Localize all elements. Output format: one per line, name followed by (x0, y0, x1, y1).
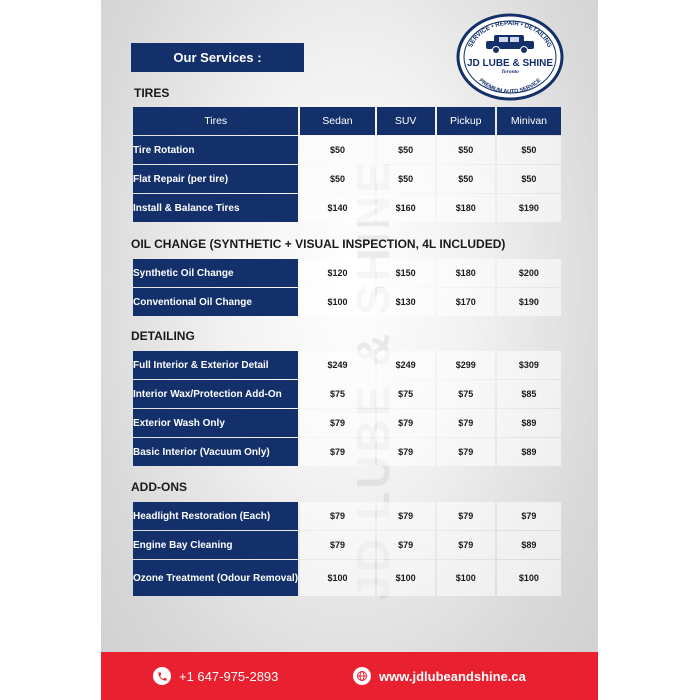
price-sedan: $79 (300, 438, 374, 466)
phone-number: +1 647-975-2893 (179, 668, 279, 684)
oil-change-table (131, 258, 563, 317)
price-sedan: $100 (300, 288, 374, 316)
table-row (133, 259, 561, 287)
price-suv: $249 (377, 351, 435, 379)
logo-bottom-text: PREMIUM AUTO SERVICE (477, 77, 543, 96)
table-row (133, 165, 561, 193)
price-pickup: $180 (437, 194, 495, 222)
price-pickup: $50 (437, 165, 495, 193)
price-sedan: $100 (300, 560, 374, 596)
table-row (133, 409, 561, 437)
price-suv: $160 (377, 194, 435, 222)
price-suv: $79 (377, 531, 435, 559)
detailing-table (131, 350, 563, 467)
table-row (133, 380, 561, 408)
table-row (133, 531, 561, 559)
price-pickup: $50 (437, 136, 495, 164)
price-minivan: $309 (497, 351, 561, 379)
price-pickup: $299 (437, 351, 495, 379)
price-pickup: $100 (437, 560, 495, 596)
price-suv: $50 (377, 165, 435, 193)
price-sedan: $140 (300, 194, 374, 222)
price-minivan: $85 (497, 380, 561, 408)
service-label: Basic Interior (Vacuum Only) (133, 438, 298, 466)
table-row (133, 136, 561, 164)
service-label: Install & Balance Tires (133, 194, 298, 222)
price-minivan: $100 (497, 560, 561, 596)
price-minivan: $89 (497, 438, 561, 466)
header-sedan: Sedan (300, 107, 374, 135)
table-row (133, 351, 561, 379)
price-minivan: $190 (497, 194, 561, 222)
service-label: Exterior Wash Only (133, 409, 298, 437)
logo-name: JD LUBE & SHINE (466, 58, 554, 69)
section-title-oil-change: OIL CHANGE (SYNTHETIC + VISUAL INSPECTION, 4L INCLUDED) (131, 237, 506, 251)
price-sedan: $75 (300, 380, 374, 408)
price-minivan: $190 (497, 288, 561, 316)
table-header-row (133, 107, 561, 135)
price-sedan: $50 (300, 165, 374, 193)
section-title-add-ons: ADD-ONS (131, 480, 187, 494)
header-suv: SUV (377, 107, 435, 135)
price-minivan: $89 (497, 409, 561, 437)
price-pickup: $79 (437, 409, 495, 437)
page-title: Our Services : (131, 43, 304, 72)
service-label: Headlight Restoration (Each) (133, 502, 298, 530)
service-label: Interior Wax/Protection Add-On (133, 380, 298, 408)
price-minivan: $200 (497, 259, 561, 287)
globe-icon (353, 667, 371, 685)
logo-city: Toronto (501, 69, 519, 75)
header-minivan: Minivan (497, 107, 561, 135)
section-title-detailing: DETAILING (131, 329, 195, 343)
footer-bar (101, 652, 598, 700)
table-row (133, 560, 561, 596)
price-suv: $150 (377, 259, 435, 287)
phone-contact[interactable] (153, 667, 278, 685)
service-label: Flat Repair (per tire) (133, 165, 298, 193)
website-url: www.jdlubeandshine.ca (379, 668, 526, 684)
price-suv: $50 (377, 136, 435, 164)
service-label: Conventional Oil Change (133, 288, 298, 316)
price-sedan: $79 (300, 409, 374, 437)
price-suv: $75 (377, 380, 435, 408)
website-link[interactable] (353, 667, 526, 685)
price-minivan: $50 (497, 165, 561, 193)
header-pickup: Pickup (437, 107, 495, 135)
logo-top-text: SERVICE • REPAIR • DETAILING (467, 19, 553, 49)
price-pickup: $75 (437, 380, 495, 408)
price-suv: $79 (377, 438, 435, 466)
add-ons-table (131, 501, 563, 597)
price-sedan: $120 (300, 259, 374, 287)
table-row (133, 194, 561, 222)
price-pickup: $79 (437, 502, 495, 530)
price-sedan: $79 (300, 502, 374, 530)
price-pickup: $170 (437, 288, 495, 316)
tires-table (131, 106, 563, 223)
table-row (133, 438, 561, 466)
price-minivan: $79 (497, 502, 561, 530)
price-suv: $100 (377, 560, 435, 596)
service-label: Engine Bay Cleaning (133, 531, 298, 559)
service-label: Ozone Treatment (Odour Removal) (133, 560, 298, 596)
price-sedan: $50 (300, 136, 374, 164)
price-pickup: $79 (437, 531, 495, 559)
price-suv: $130 (377, 288, 435, 316)
brand-logo (456, 13, 564, 101)
price-sedan: $249 (300, 351, 374, 379)
service-label: Synthetic Oil Change (133, 259, 298, 287)
section-title-tires: TIRES (134, 86, 170, 100)
watermark: & SHINE (347, 159, 399, 368)
price-minivan: $89 (497, 531, 561, 559)
price-pickup: $79 (437, 438, 495, 466)
price-minivan: $50 (497, 136, 561, 164)
table-row (133, 288, 561, 316)
price-suv: $79 (377, 409, 435, 437)
price-suv: $79 (377, 502, 435, 530)
header-service: Tires (133, 107, 298, 135)
service-label: Tire Rotation (133, 136, 298, 164)
table-row (133, 502, 561, 530)
service-label: Full Interior & Exterior Detail (133, 351, 298, 379)
price-pickup: $180 (437, 259, 495, 287)
phone-icon (153, 667, 171, 685)
price-sedan: $79 (300, 531, 374, 559)
